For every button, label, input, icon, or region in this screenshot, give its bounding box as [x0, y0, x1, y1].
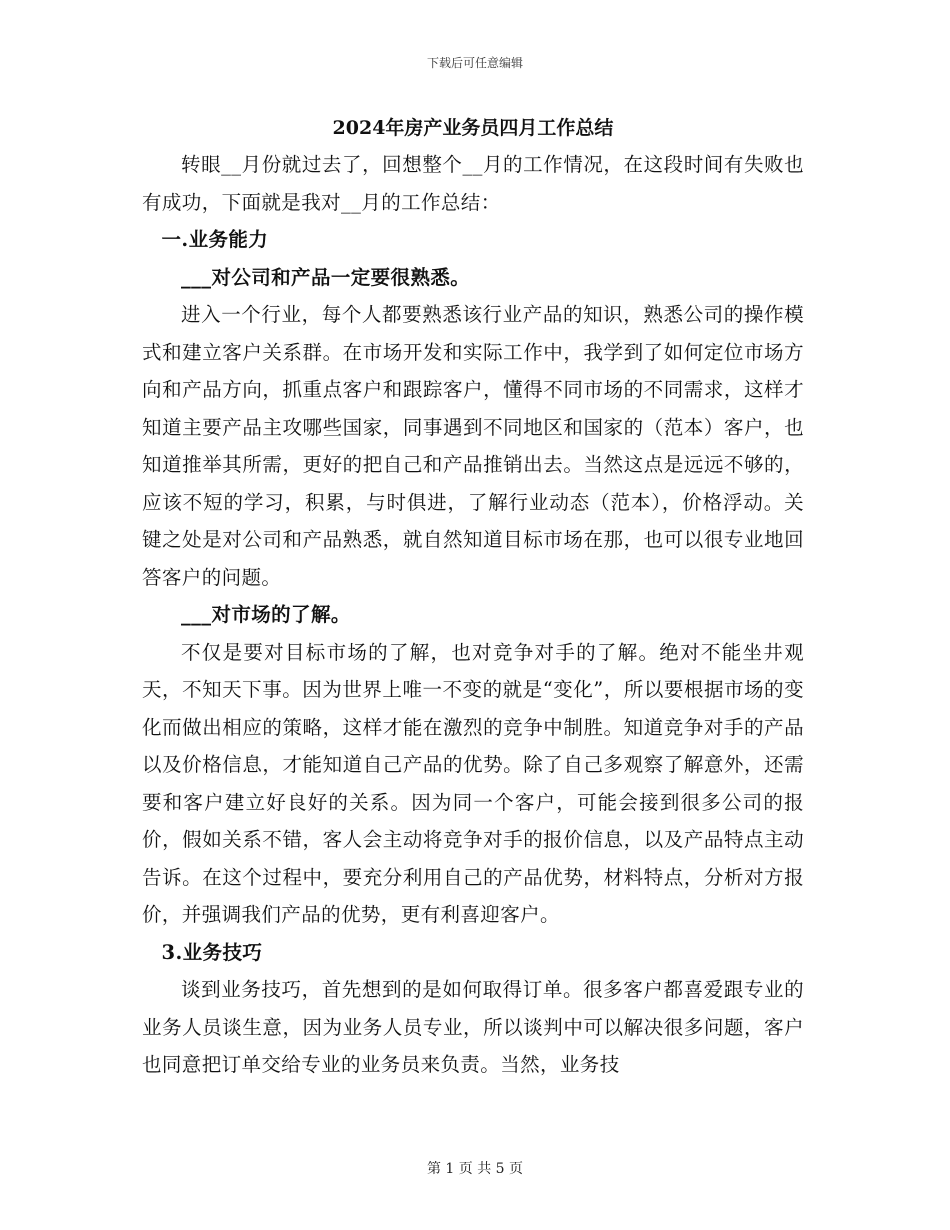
paragraph-company-products: 进入一个行业，每个人都要熟悉该行业产品的知识，熟悉公司的操作模式和建立客户关系群。在市场开发和实际工作中，我学到了如何定位市场方向和产品方向，抓重点客户和跟踪客户，懂得不同市场的不同需求，这样才知道主要产品主攻哪些国家，同事遇到不同地区和国家的（范本）客户，也知道推举其所需，更好的把自己和产品推销出去。当然这点是远远不够的，应该不短的学习，积累，与时俱进，了解行业动态（范本），价格浮动。关键之处是对公司和产品熟悉，就自然知道目标市场在那，也可以很专业地回答客户的问题。: [142, 303, 804, 589]
document-title: 2024年房产业务员四月工作总结: [332, 117, 614, 139]
subheading-market: ___对市场的了解。: [181, 603, 351, 626]
page-number: 第 1 页 共 5 页: [426, 1161, 524, 1177]
paragraph-market: 不仅是要对目标市场的了解，也对竞争对手的了解。绝对不能坐井观天，不知天下事。因为世界上唯一不变的就是“变化”，所以要根据市场的变化而做出相应的策略，这样才能在激烈的竞争中制胜。知道竞争对手的产品以及价格信息，才能知道自己产品的优势。除了自己多观察了解意外，还需要和客户建立好良好的关系。因为同一个客户，可能会接到很多公司的报价，假如关系不错，客人会主动将竞争对手的报价信息，以及产品特点主动告诉。在这个过程中，要充分利用自己的产品优势，材料特点，分析对方报价，并强调我们产品的优势，更有利喜迎客户。: [142, 640, 804, 926]
paragraph-business-skills: 谈到业务技巧，首先想到的是如何取得订单。很多客户都喜爱跟专业的业务人员谈生意，因为业务人员专业，所以谈判中可以解决很多问题，客户也同意把订单交给专业的业务员来负责。当然，业务技: [142, 978, 804, 1076]
header-note: 下载后可任意编辑: [426, 56, 523, 70]
intro-paragraph: 转眼__月份就过去了，回想整个__月的工作情况，在这段时间有失败也有成功，下面就是我对__月的工作总结：: [142, 153, 804, 214]
section-heading-business-skills: 3.业务技巧: [161, 940, 263, 964]
section-heading-business-ability: 一.业务能力: [161, 228, 269, 251]
document-body: [142, 110, 804, 1084]
subheading-company-products: ___对公司和产品一定要很熟悉。: [181, 265, 471, 289]
